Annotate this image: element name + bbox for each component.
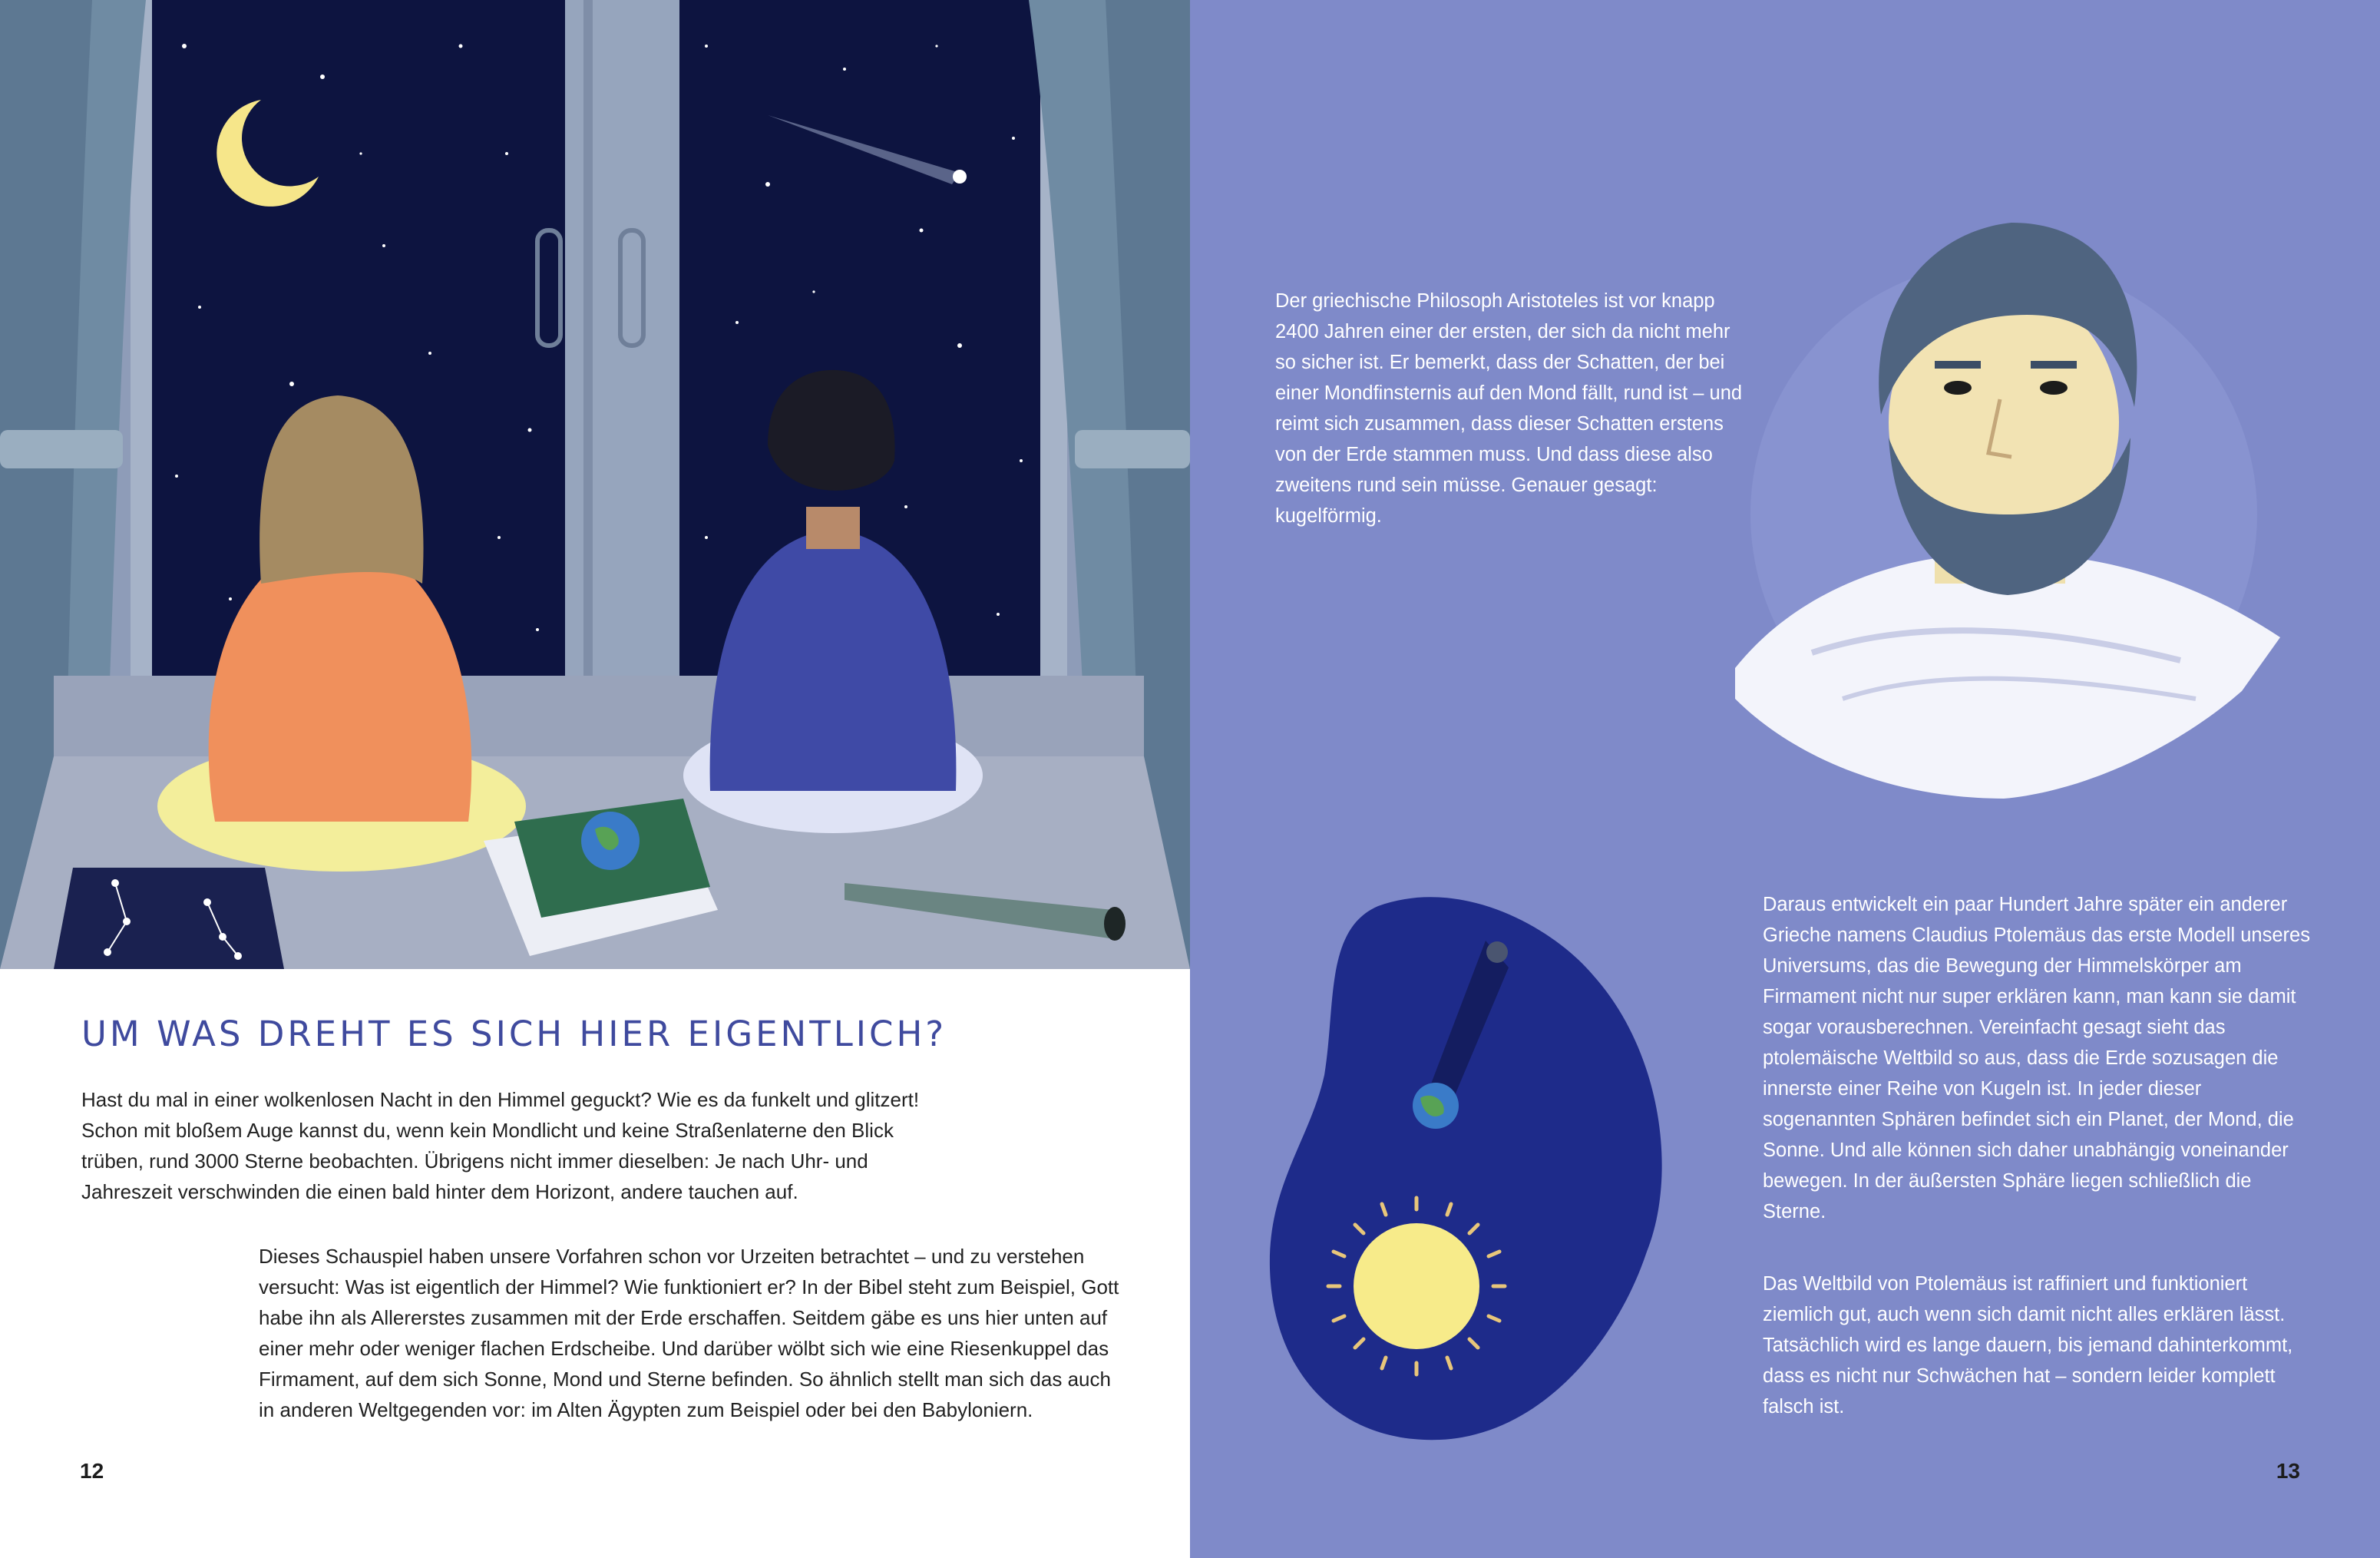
ptolemaic-model-illustration: [1263, 883, 1693, 1444]
sun-icon: [1328, 1198, 1505, 1374]
moon-icon: [1486, 941, 1508, 963]
aristoteles-paragraph: Der griechische Philosoph Aristoteles ist vor knapp 2400 Jahren einer der ersten, der sich da nicht mehr so sicher ist. Er bemerkt, dass der Schatten, der bei einer Mondfinsternis auf den Mond fällt, rund ist – und reimt sich zusammen, dass dieser Schatten erstens von der Erde stammen muss. Und dass diese also zweitens rund sein müsse. Genauer gesagt: kugelförmig.: [1275, 290, 1743, 527]
page-number-left: 12: [80, 1459, 104, 1483]
window-night-illustration: [0, 0, 1190, 969]
constellation-book-icon: [54, 868, 284, 969]
ptolemaeus-paragraph: Daraus entwickelt ein paar Hundert Jahre später ein anderer Grieche namens Claudius Ptolemäus das erste Modell unseres Universums, das die Bewegung der Himmelskörper am Firmament nicht nur super erklären kann, man kann sie damit sogar vorausberechnen. Vereinfacht gesagt sieht das ptolemäische Weltbild so aus, dass die Erde sozusagen die innerste einer Reihe von Kugeln ist. In jeder dieser sogenannten Sphären befindet sich ein Planet, der Mond, die Sonne. Und alle können sich daher unabhängig voneinander bewegen. In der äußersten Sphäre liegen schließlich die Sterne.: [1763, 894, 2310, 1222]
weltbild-paragraph: Das Weltbild von Ptolemäus ist raffiniert und funktioniert ziemlich gut, auch wenn sich damit nicht alles erklären lässt. Tatsächlich wird es lange dauern, bis jemand dahinterkommt, dass es nicht nur Schwächen hat – sondern leider komplett falsch ist.: [1763, 1273, 2293, 1417]
sphere-shape: [1270, 897, 1662, 1440]
history-paragraph: Dieses Schauspiel haben unsere Vorfahren schon vor Urzeiten betrachtet – und zu verstehen versucht: Was ist eigentlich der Himmel? Wie funktioniert er? In der Bibel steht zum Beispiel, Gott habe ihn als Allererstes zusammen mit der Erde erschaffen. Seitdem gäbe es uns hier unten auf einer mehr oder weniger flachen Erdscheibe. Und darüber wölbt sich wie eine Riesenkuppel das Firmament, auf dem sich Sonne, Mond und Sterne befinden. So ähnlich stellt man sich das auch in anderen Weltgegenden vor: im Alten Ägypten zum Beispiel oder bei den Babyloniern.: [259, 1245, 1119, 1421]
aristoteles-portrait: [1704, 192, 2303, 806]
boy-hair: [768, 370, 895, 491]
page-heading: UM WAS DREHT ES SICH HIER EIGENTLICH?: [81, 1014, 947, 1054]
page-number-right: 13: [2276, 1459, 2300, 1483]
intro-paragraph: Hast du mal in einer wolkenlosen Nacht in den Himmel geguckt? Wie es da funkelt und glitzert! Schon mit bloßem Auge kannst du, wenn kein Mondlicht und keine Straßenlaterne den Blick trüben, rund 3000 Sterne beobachten. Übrigens nicht immer dieselben: Je nach Uhr- und Jahreszeit verschwinden die einen bald hinter dem Horizont, andere tauchen auf.: [81, 1088, 920, 1203]
right-page: [1190, 0, 2380, 1558]
